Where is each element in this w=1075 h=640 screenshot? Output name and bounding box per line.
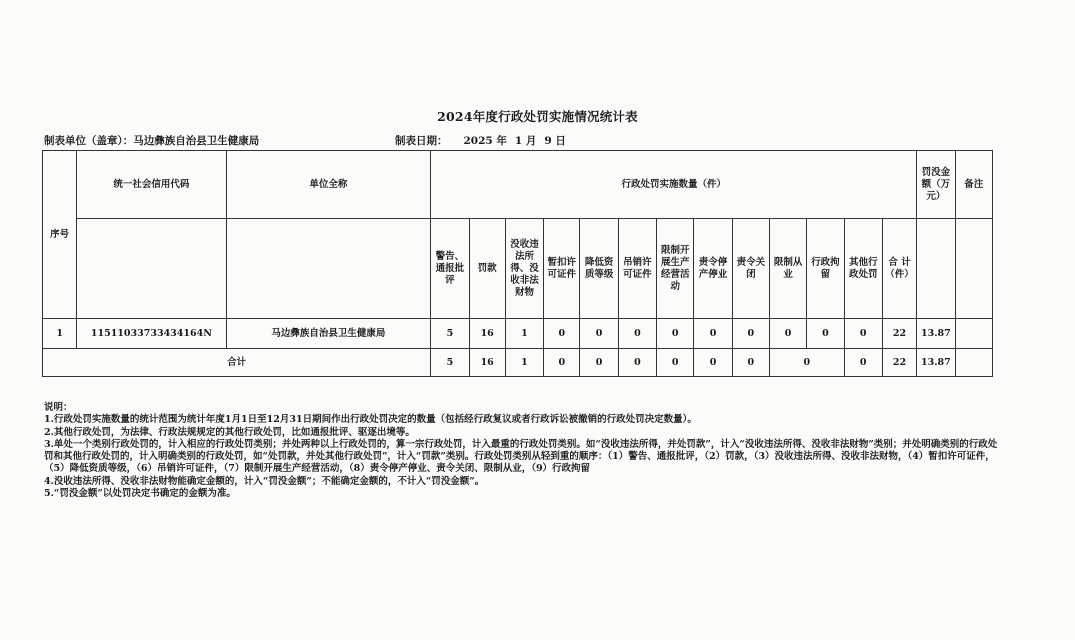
subheader-cell: 吊销许可证件 [618, 219, 656, 319]
row-total-count: 22 [882, 319, 916, 349]
header-remark-blank [955, 219, 992, 319]
month-char: 月 [525, 135, 537, 147]
subheader-cell: 行政拘留 [807, 219, 844, 319]
row-value: 16 [469, 319, 505, 349]
total-value: 5 [431, 349, 469, 377]
subheader-cell: 降低资质等级 [580, 219, 618, 319]
subheader-cell: 暂扣许可证件 [544, 219, 580, 319]
row-value: 0 [544, 319, 580, 349]
total-row [43, 349, 993, 377]
row-seq: 1 [43, 319, 77, 349]
subheader-cell: 责令关闭 [732, 219, 769, 319]
header-remark: 备注 [955, 151, 992, 219]
day-char: 日 [555, 135, 566, 147]
subheader-cell: 限制开展生产经营活动 [657, 219, 694, 319]
row-value: 0 [657, 319, 694, 349]
subheader-cell: 其他行政处罚 [844, 219, 882, 319]
subheader-cell: 合 计（件） [882, 219, 916, 319]
total-value: 16 [469, 349, 505, 377]
row-value: 0 [732, 319, 769, 349]
header-group: 行政处罚实施数量（件） [431, 151, 917, 219]
row-value: 0 [844, 319, 882, 349]
subheader-cell: 限制从业 [769, 219, 806, 319]
subheader-cell: 责令停产停业 [694, 219, 732, 319]
row-value: 0 [618, 319, 656, 349]
note-item: 4.没收违法所得、没收非法财物能确定金额的，计入“罚没金额”；不能确定金额的，不计入“罚没金额”。 [44, 475, 485, 487]
header-code-blank [77, 219, 226, 319]
header-seq: 序号 [43, 151, 77, 319]
total-remark [955, 349, 992, 377]
row-value: 5 [431, 319, 469, 349]
header-name: 单位全称 [226, 151, 431, 219]
unit-label: 制表单位（盖章）： [44, 135, 134, 147]
note-item: 3.单处一个类别行政处罚的，计入相应的行政处罚类别；并处两种以上行政处罚的，算一宗行政处罚，计入最重的行政处罚类别。如“没收违法所得，并处罚款”，计入“没收违法所得、没收非法财物”类别；并处明确类别的行政处罚和其他行政处罚的，计入明确类别的行政处罚，如“处罚款，并处其他行政处罚”，计入“罚款”类别。行政处罚类别从轻到重的顺序：（1）警告、通报批评，（2）罚款，（3）没收违法所得、没收非法财物，（4）暂扣许可证件，（5）降低资质等级，（6）吊销许可证件，（7）限制开展生产经营活动，（8）责令停产停业、责令关闭、限制从业，（9）行政拘留 [44, 438, 998, 475]
total-value: 0 [694, 349, 732, 377]
subheader-cell: 没收违法所得、没收非法财物 [505, 219, 543, 319]
notes-heading: 说明： [44, 402, 73, 413]
stats-table [42, 150, 993, 377]
table-row [43, 319, 993, 349]
note-item: 1.行政处罚实施数量的统计范围为统计年度1月1日至12月31日期间作出行政处罚决定的数量（包括经行政复议或者行政诉讼被撤销的行政处罚决定数量）。 [44, 414, 697, 426]
subheader-cell: 警告、通报批评 [431, 219, 469, 319]
total-value: 0 [732, 349, 769, 377]
row-remark [955, 319, 992, 349]
row-value: 0 [807, 319, 844, 349]
header-fine-amount: 罚没金额（万元） [917, 151, 955, 219]
total-label: 合计 [43, 349, 431, 377]
total-value: 0 [544, 349, 580, 377]
row-value: 0 [769, 319, 806, 349]
total-merged-value: 0 [769, 349, 844, 377]
total-amount: 13.87 [917, 349, 955, 377]
unit-line [44, 133, 259, 148]
row-value: 0 [694, 319, 732, 349]
note-item: 2.其他行政处罚，为法律、行政法规规定的其他行政处罚，比如通报批评、驱逐出境等。 [44, 426, 415, 438]
page-title: 2024年度行政处罚实施情况统计表 [437, 109, 638, 124]
row-amount: 13.87 [917, 319, 955, 349]
total-value: 0 [618, 349, 656, 377]
year-char: 年 [496, 135, 507, 147]
unit-value: 马边彝族自治县卫生健康局 [133, 135, 260, 147]
date-day: 9 [544, 135, 552, 147]
row-value: 0 [580, 319, 618, 349]
header-row [43, 151, 993, 219]
header-fine-amount-blank [917, 219, 955, 319]
subheader-row [43, 219, 993, 319]
row-value: 1 [505, 319, 543, 349]
date-line [395, 133, 566, 148]
row-name: 马边彝族自治县卫生健康局 [226, 319, 431, 349]
date-label: 制表日期： [395, 135, 448, 147]
date-year: 2025 [463, 135, 493, 147]
total-value: 1 [505, 349, 543, 377]
subheader-cell: 罚款 [469, 219, 505, 319]
date-month: 1 [514, 135, 523, 147]
header-name-blank [226, 219, 431, 319]
header-code: 统一社会信用代码 [77, 151, 226, 219]
total-value: 0 [580, 349, 618, 377]
total-value: 0 [657, 349, 694, 377]
note-item: 5.“罚没金额”以处罚决定书确定的金额为准。 [44, 488, 236, 500]
notes-section [44, 402, 1004, 500]
total-count: 22 [882, 349, 916, 377]
row-code: 11511033733434164N [77, 319, 226, 349]
total-value: 0 [844, 349, 882, 377]
